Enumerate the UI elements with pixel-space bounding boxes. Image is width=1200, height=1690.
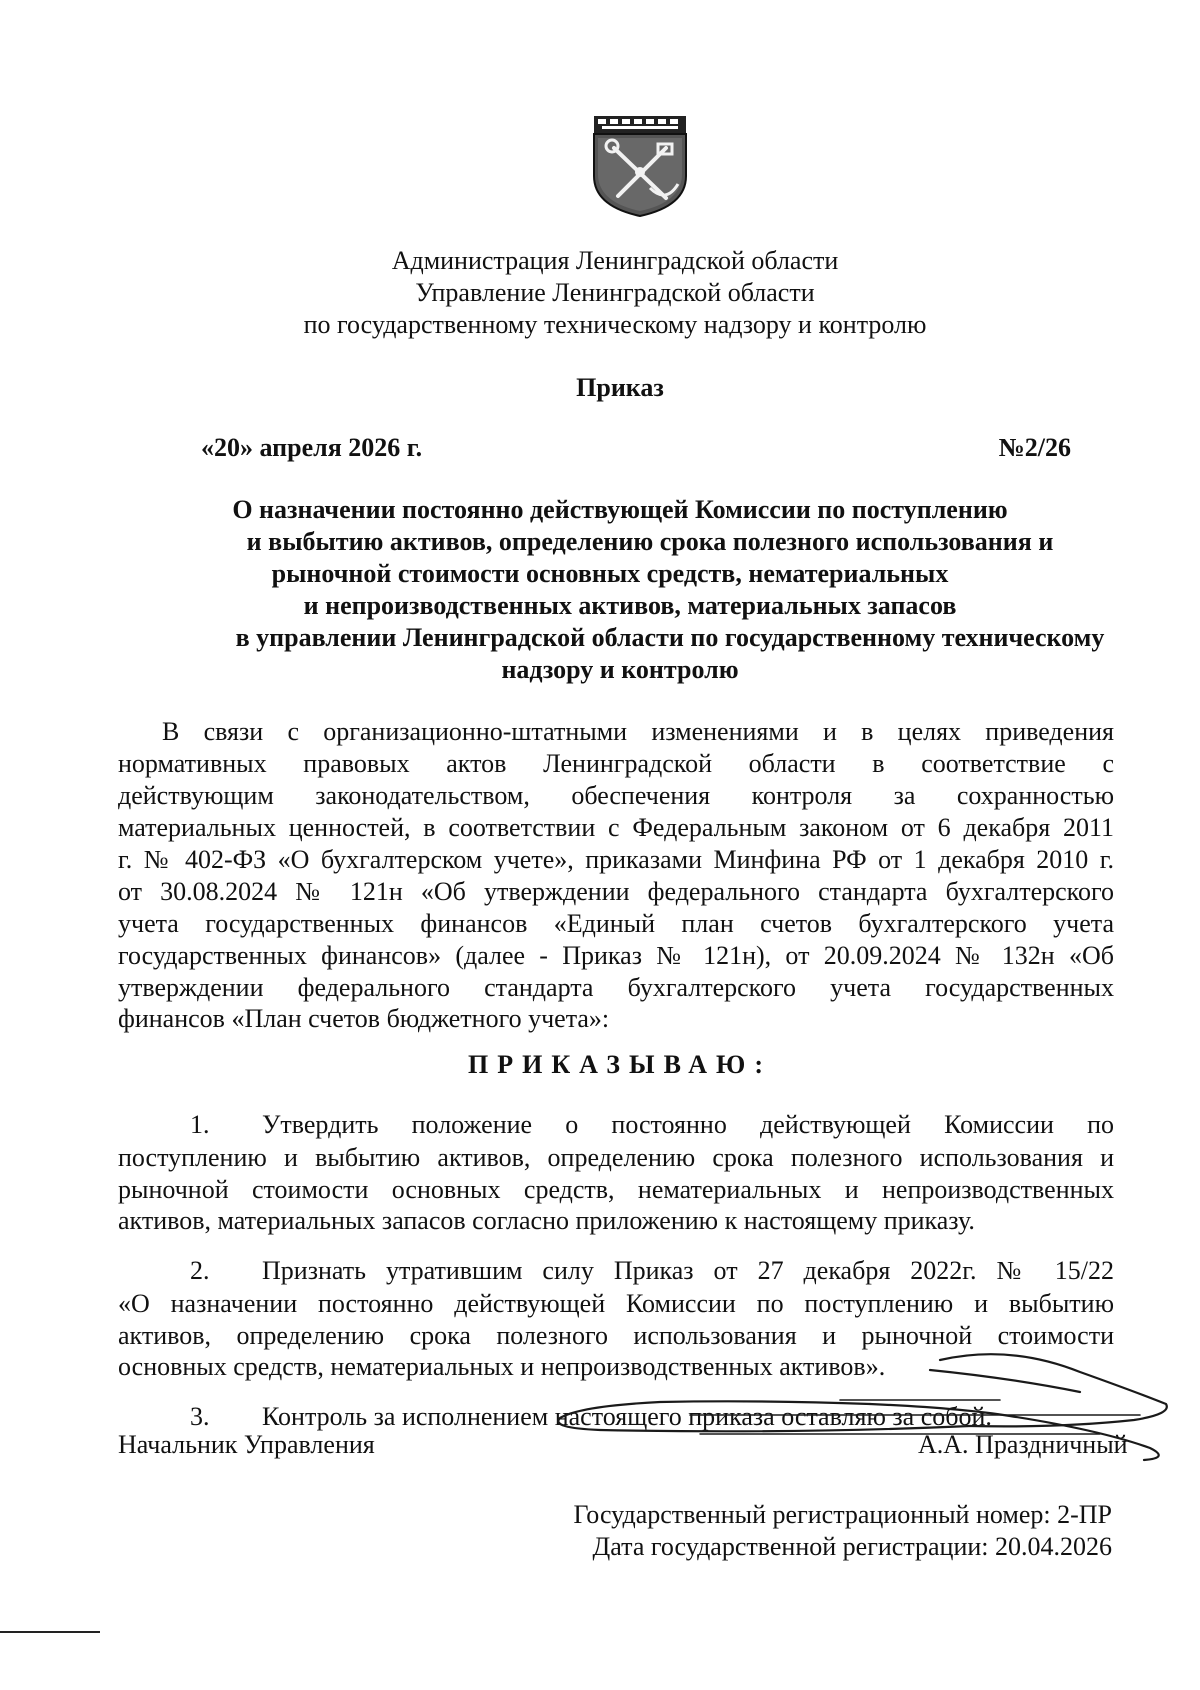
signer-title: Начальник Управления xyxy=(118,1430,375,1459)
item-text-line: Признать утратившим силу Приказ от 27 декабря 2022г. № 15/22 xyxy=(262,1256,1114,1285)
preamble-line: г. № 402-ФЗ «О бухгалтерском учете», приказами Минфина РФ от 1 декабря 2010 г. xyxy=(118,845,1114,874)
item-text-line: активов, материальных запасов согласно приложению к настоящему приказу. xyxy=(118,1206,975,1235)
item-text-line: «О назначении постоянно действующей Комиссии по поступлению и выбытию xyxy=(118,1289,1114,1318)
document-type: Приказ xyxy=(576,373,664,402)
document-number: №2/26 xyxy=(998,433,1071,462)
document-date: «20» апреля 2026 г. xyxy=(201,433,423,462)
preamble-line: от 30.08.2024 № 121н «Об утверждении федерального стандарта бухгалтерского xyxy=(118,877,1114,906)
preamble-line: государственных финансов» (далее - Приказ № 121н), от 20.09.2024 № 132н «Об xyxy=(118,941,1114,970)
item-text-line: активов, определению срока полезного использования и рыночной стоимости xyxy=(118,1321,1114,1350)
item-text-line: основных средств, нематериальных и непроизводственных активов». xyxy=(118,1352,886,1381)
preamble-line: финансов «План счетов бюджетного учета»: xyxy=(118,1004,610,1033)
item-number: 3. xyxy=(190,1402,210,1431)
header-line-1: Администрация Ленинградской области xyxy=(391,246,839,275)
item-number: 2. xyxy=(190,1256,210,1285)
preamble-line: действующим законодательством, обеспечения контроля за сохранностью xyxy=(118,781,1114,810)
title-line: рыночной стоимости основных средств, нематериальных xyxy=(271,559,949,588)
title-line: надзору и контролю xyxy=(501,655,739,684)
item-text-line: Утвердить положение о постоянно действующей Комиссии по xyxy=(262,1110,1114,1139)
handwritten-signature xyxy=(540,1330,1180,1480)
order-heading: ПРИКАЗЫВАЮ: xyxy=(468,1050,772,1079)
registration-number: Государственный регистрационный номер: 2-ПР xyxy=(573,1500,1112,1529)
preamble-line: нормативных правовых актов Ленинградской области в соответствие с xyxy=(118,749,1114,778)
preamble-line: материальных ценностей, в соответствии с Федеральным законом от 6 декабря 2011 xyxy=(118,813,1114,842)
title-line: и непроизводственных активов, материальных запасов xyxy=(303,591,957,620)
title-line: О назначении постоянно действующей Комиссии по поступлению xyxy=(232,495,1008,524)
preamble-line: В связи с организационно-штатными изменениями и в целях приведения xyxy=(162,717,1114,746)
footnote-divider xyxy=(0,1631,100,1633)
title-line: и выбытию активов, определению срока полезного использования и xyxy=(246,527,1054,556)
item-number: 1. xyxy=(190,1110,210,1139)
preamble-line: учета государственных финансов «Единый план счетов бухгалтерского учета xyxy=(118,909,1114,938)
item-text-line: Контроль за исполнением настоящего приказа оставляю за собой. xyxy=(262,1402,992,1431)
coat-of-arms-emblem xyxy=(588,114,692,218)
header-line-3: по государственному техническому надзору и контролю xyxy=(303,310,927,339)
item-text-line: рыночной стоимости основных средств, нематериальных и непроизводственных xyxy=(118,1175,1114,1204)
item-text-line: поступлению и выбытию активов, определению срока полезного использования и xyxy=(118,1143,1114,1172)
preamble-line: утверждении федерального стандарта бухгалтерского учета государственных xyxy=(118,973,1114,1002)
registration-date: Дата государственной регистрации: 20.04.2026 xyxy=(592,1532,1112,1561)
header-line-2: Управление Ленинградской области xyxy=(415,278,815,307)
signer-name: А.А. Праздничный xyxy=(918,1430,1128,1459)
title-line: в управлении Ленинградской области по государственному техническому xyxy=(235,623,1105,652)
